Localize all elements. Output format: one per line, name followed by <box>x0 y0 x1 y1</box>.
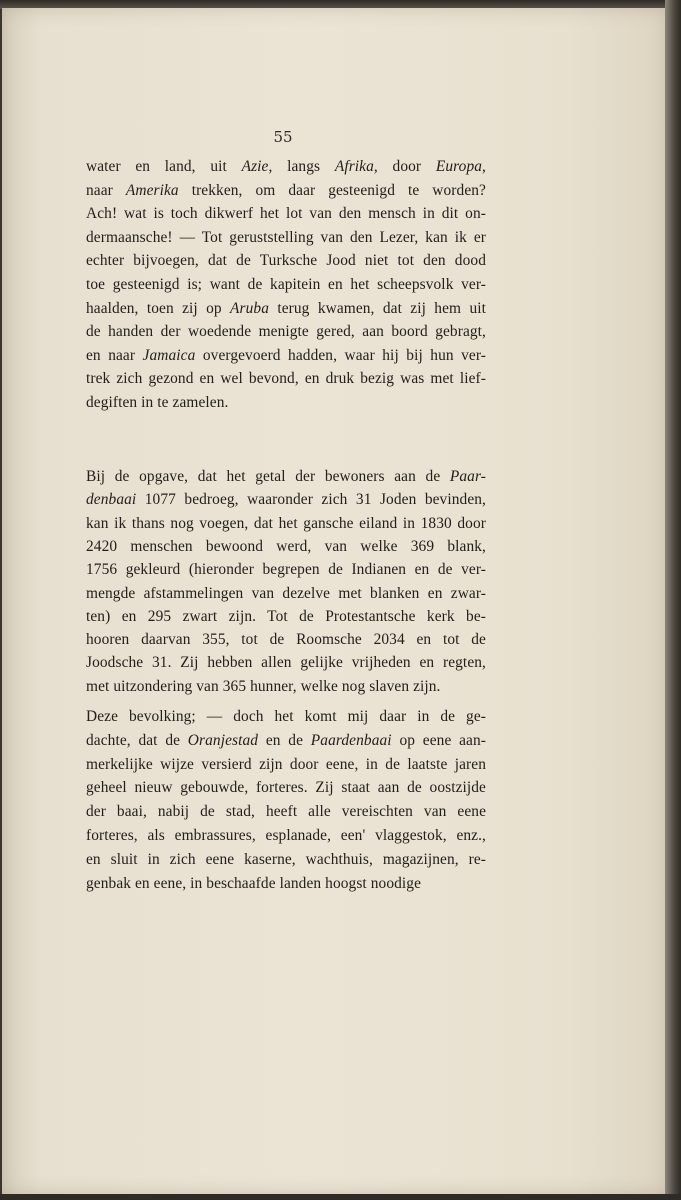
italic-term: Europa <box>435 158 483 175</box>
paragraph2-line: 1756 gekleurd (hieronder begrepen de Indianen en de ver- <box>86 561 486 579</box>
paragraph3-line: en sluit in zich eene kaserne, wachthuis, magazijnen, re- <box>86 850 486 868</box>
paragraph3-line: merkelijke wijze versierd zijn door eene, in de laatste jaren <box>86 755 486 773</box>
paragraph1-line: naar Amerika trekken, om daar gesteenigd te worden? <box>86 181 486 199</box>
book-fore-edge <box>665 0 681 1200</box>
italic-term: Oranjestad <box>187 731 259 749</box>
paragraph2-line: mengde afstammelingen van dezelve met blanken en zwar- <box>86 584 486 602</box>
paragraph1-line: toe gesteenigd is; want de kapitein en het scheepsvolk ver- <box>86 276 486 293</box>
paragraph1-line: de handen der woedende menigte gered, aan boord gebragt, <box>86 323 486 341</box>
italic-term: Amerika <box>125 181 179 199</box>
scan-bottom-edge <box>0 1194 681 1200</box>
paragraph2-line: ten) en 295 zwart zijn. Tot de Protestantsche kerk be- <box>86 607 486 625</box>
paragraph1-line: water en land, uit Azie, langs Afrika, door Europa, <box>86 158 486 175</box>
paragraph3-line: der baai, nabij de stad, heeft alle vereischten van eene <box>86 803 486 821</box>
paragraph2-line: 2420 menschen bewoond werd, van welke 369 blank, <box>86 537 486 555</box>
italic-term: Afrika <box>334 158 374 175</box>
italic-term: Paardenbaai <box>310 731 392 749</box>
italic-term: Aruba <box>230 299 270 317</box>
paragraph3-line: genbak en eene, in beschaafde landen hoogst noodige <box>86 874 422 892</box>
paragraph1-line: haalden, toen zij op Aruba terug kwamen, dat zij hem uit <box>86 299 486 317</box>
paragraph2-line: hooren daarvan 355, tot de Roomsche 2034 en tot de <box>86 631 486 649</box>
italic-term: Paar- <box>449 468 486 485</box>
paragraph2-line: denbaai 1077 bedroeg, waaronder zich 31 Joden bevinden, <box>86 491 486 509</box>
paragraph1-line: en naar Jamaica overgevoerd hadden, waar hij bij hun ver- <box>86 346 487 364</box>
paragraph2-line: met uitzondering van 365 hunner, welke nog slaven zijn. <box>86 677 441 695</box>
paragraph2-line: Bij de opgave, dat het getal der bewoners aan de Paar- <box>86 468 486 485</box>
paragraph3-line: forteres, als embrassures, esplanade, een' vlaggestok, enz., <box>86 827 486 844</box>
paragraph2-line: kan ik thans nog voegen, dat het gansche eiland in 1830 door <box>86 514 486 532</box>
paragraph2-line: Joodsche 31. Zij hebben allen gelijke vrijheden en regten, <box>86 654 486 672</box>
paragraph3-line: geheel nieuw gebouwde, forteres. Zij staat aan de oostzijde <box>86 779 486 797</box>
paragraph3-line: dachte, dat de Oranjestad en de Paardenbaai op eene aan- <box>86 731 487 749</box>
italic-term: denbaai <box>86 491 137 509</box>
italic-term: Azie <box>241 158 269 175</box>
italic-term: Jamaica <box>142 346 196 364</box>
paragraph1-line: echter bijvoegen, dat de Turksche Jood niet tot den dood <box>86 252 486 270</box>
page-number: 55 <box>273 128 293 146</box>
paragraph1-line: dermaansche! — Tot geruststelling van den Lezer, kan ik er <box>86 228 486 246</box>
paragraph3-line: Deze bevolking; — doch het komt mij daar in de ge- <box>86 708 486 725</box>
paragraph1-line: degiften in te zamelen. <box>86 394 229 411</box>
paragraph1-line: Ach! wat is toch dikwerf het lot van den mensch in dit on- <box>86 205 486 223</box>
paragraph1-line: trek zich gezond en wel bevond, en druk bezig was met lief- <box>86 370 486 388</box>
